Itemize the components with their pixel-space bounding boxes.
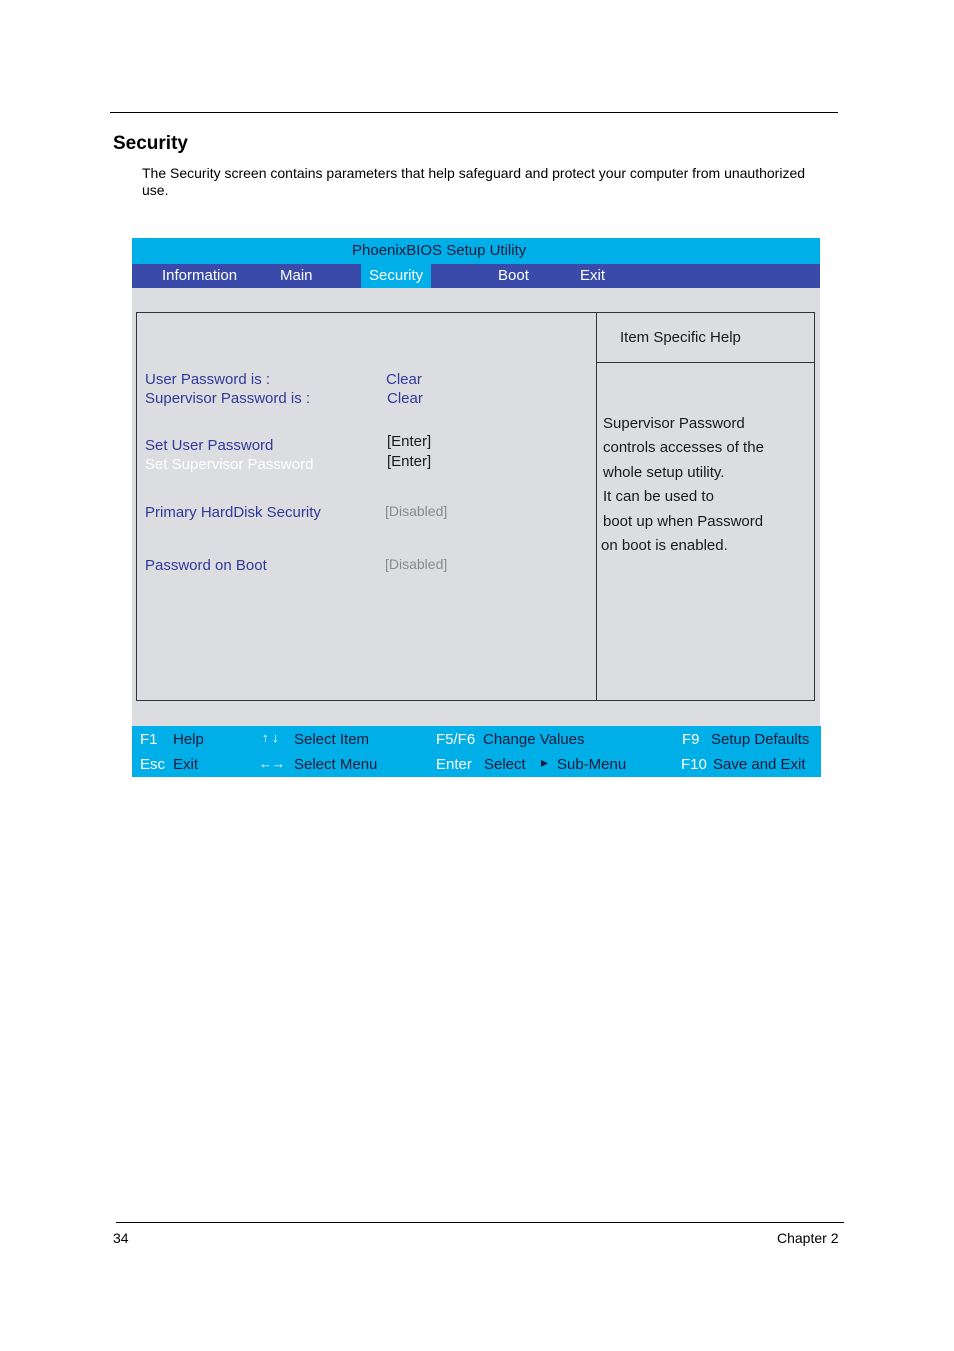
bios-key-legend — [132, 726, 821, 777]
user-password-status-label: User Password is : — [145, 371, 271, 388]
leftright-desc: Select Menu — [294, 756, 378, 773]
esc-desc: Exit — [173, 756, 199, 773]
bottom-rule — [116, 1222, 844, 1223]
esc-key: Esc — [140, 756, 166, 773]
bios-title: PhoenixBIOS Setup Utility — [352, 242, 527, 259]
f1-desc: Help — [173, 731, 204, 748]
enter-key: Enter — [436, 756, 472, 773]
help-divider — [596, 362, 814, 363]
enter-desc: Select — [484, 756, 526, 773]
menu-main[interactable]: Main — [280, 267, 313, 284]
user-password-status-value: Clear — [386, 371, 422, 388]
page-number: 34 — [113, 1230, 129, 1246]
password-on-boot-label[interactable]: Password on Boot — [145, 557, 267, 574]
f5f6-desc: Change Values — [483, 731, 585, 748]
submenu-triangle-icon: ▸ — [541, 754, 549, 770]
section-title: Security — [113, 133, 188, 154]
menu-information[interactable]: Information — [162, 267, 238, 284]
f10-key: F10 — [681, 756, 707, 773]
help-panel — [596, 312, 815, 701]
set-supervisor-password-value[interactable]: [Enter] — [387, 453, 432, 470]
set-user-password-value[interactable]: [Enter] — [387, 433, 432, 450]
help-line: It can be used to — [603, 488, 714, 505]
set-supervisor-password-label[interactable]: Set Supervisor Password — [145, 456, 314, 473]
f5f6-key: F5/F6 — [436, 731, 476, 748]
primary-harddisk-security-value[interactable]: [Disabled] — [385, 503, 448, 519]
menu-security[interactable]: Security — [361, 264, 431, 288]
help-line: controls accesses of the — [603, 439, 764, 456]
primary-harddisk-security-label[interactable]: Primary HardDisk Security — [145, 504, 321, 521]
updown-desc: Select Item — [294, 731, 370, 748]
bios-menu-bar — [132, 264, 820, 288]
up-down-arrows-icon: ↑ ↓ — [262, 730, 279, 745]
help-line: whole setup utility. — [603, 464, 725, 481]
chapter-label: Chapter 2 — [777, 1230, 839, 1246]
f9-desc: Setup Defaults — [711, 731, 810, 748]
left-right-arrows-icon: ←→ — [259, 756, 285, 771]
submenu-desc: Sub-Menu — [557, 756, 627, 773]
help-title: Item Specific Help — [620, 329, 741, 346]
top-rule — [110, 112, 838, 113]
help-line: boot up when Password — [603, 513, 764, 530]
f1-key: F1 — [140, 731, 158, 748]
password-on-boot-value[interactable]: [Disabled] — [385, 556, 448, 572]
supervisor-password-status-value: Clear — [387, 390, 423, 407]
menu-exit[interactable]: Exit — [580, 267, 606, 284]
f9-key: F9 — [682, 731, 700, 748]
help-line: on boot is enabled. — [601, 537, 728, 554]
menu-boot[interactable]: Boot — [498, 267, 529, 284]
supervisor-password-status-label: Supervisor Password is : — [145, 390, 311, 407]
section-description: The Security screen contains parameters that help safeguard and protect your computer from unauthorized use. — [142, 165, 806, 198]
f10-desc: Save and Exit — [713, 756, 806, 773]
bios-screenshot — [132, 238, 820, 777]
settings-panel — [136, 312, 597, 701]
help-line: Supervisor Password — [603, 415, 745, 432]
set-user-password-label[interactable]: Set User Password — [145, 437, 274, 454]
bios-title-bar — [132, 238, 820, 264]
